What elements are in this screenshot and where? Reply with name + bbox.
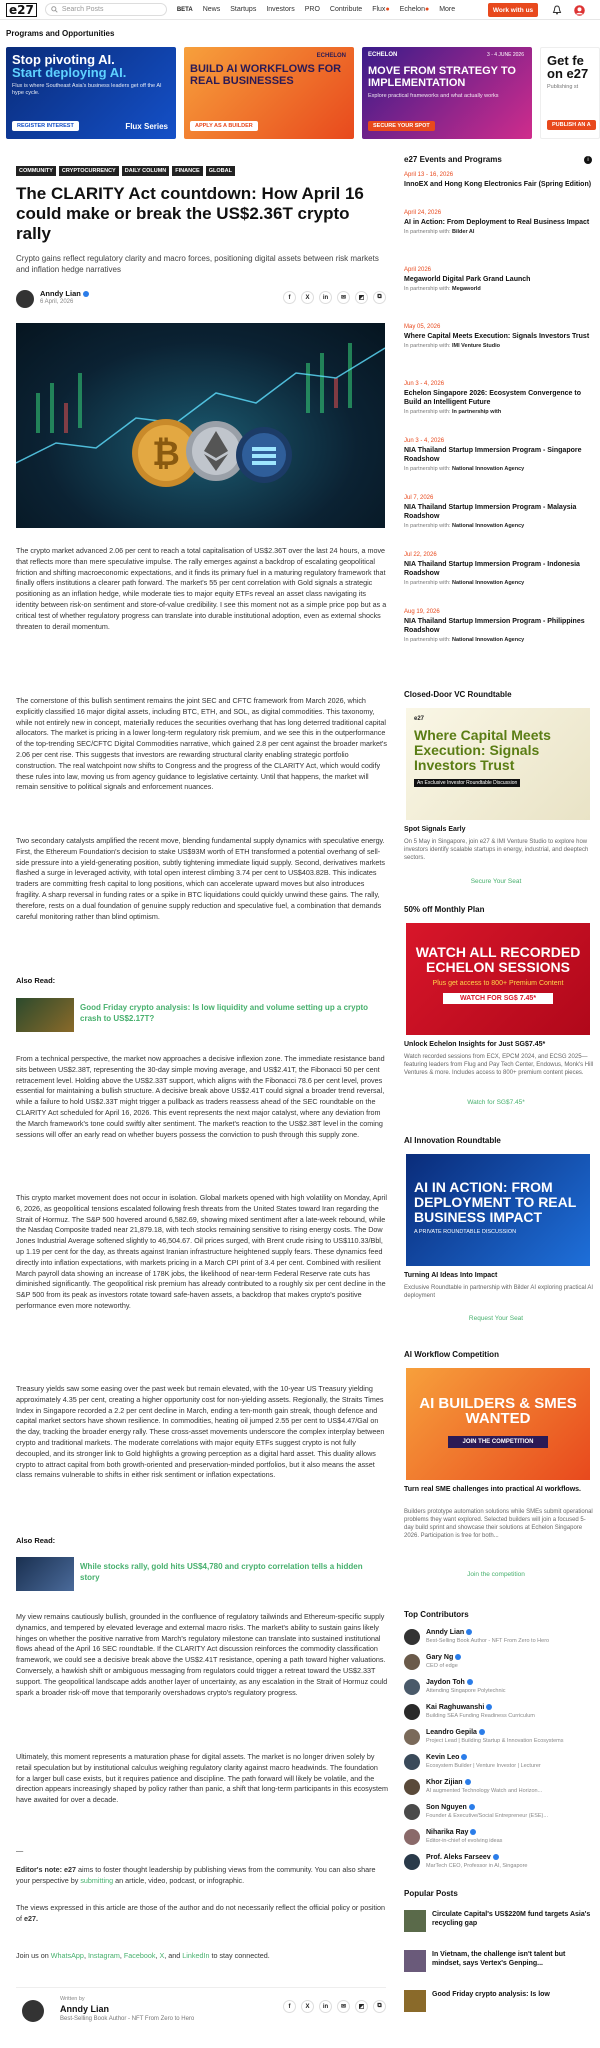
written-author-desc: Best-Selling Book Author - NFT From Zero to Hero <box>60 2016 195 2022</box>
email-icon[interactable]: ✉ <box>337 291 350 304</box>
contributor-name[interactable] <box>426 1829 476 1836</box>
event-partner-label: In partnership with: <box>404 637 451 643</box>
event-item[interactable] <box>404 172 594 189</box>
echelon-logo: ECHELON <box>368 52 398 58</box>
tag-daily-column[interactable]: DAILY COLUMN <box>122 166 170 176</box>
popular-thumbnail <box>404 1910 426 1932</box>
event-date: Jun 3 - 4, 2026 <box>404 438 445 444</box>
watch-link[interactable]: Watch for SG$7.45* <box>467 1099 525 1106</box>
event-partner-name: Bilder AI <box>452 229 475 235</box>
author-name-label: Anndy Lian <box>40 289 81 298</box>
event-partner-name: National Innovation Agency <box>452 466 525 472</box>
article-paragraph: From a technical perspective, the market now approaches a decisive inflexion zone. The immediate resistance band sits between US$2.38T, representing the 30-day simple moving average, and US$2.41T, the Fibonacci 50 per cent retracement level. Holding above the US$2.33T support, which aligns with the Fibonacci 78.6 per cent level, proves essential for maintaining a bullish structure. A decisive break above US$2.41T could signal a broader trend reversal, while a failure to hold US$2.33T might trigger a pullback as traders reassess ahead of the SEC roundtable on the CLARITY Act scheduled for April 16, 2026. This event represents the next major catalyst, where any deviation from the March framework's tone could swiftly alter sentiment. The market's reaction to the US$2.38T level in the coming sessions will offer an early read on whether buyers possess the conviction to push through this supply zone. <box>16 1054 385 1139</box>
verified-icon <box>465 1779 471 1785</box>
contributor-item[interactable] <box>404 1803 594 1825</box>
contributor-name-label: Niharika Ray <box>426 1829 469 1836</box>
contributor-item[interactable] <box>404 1728 594 1750</box>
event-title[interactable]: NIA Thailand Startup Immersion Program - Malaysia Roadshow <box>404 504 577 520</box>
contributor-desc: Best-Selling Book Author - NFT From Zero to Hero <box>426 1638 550 1644</box>
program-banner-publish[interactable] <box>540 47 600 139</box>
also-read-label: Also Read: <box>16 1536 56 1545</box>
contributor-desc: Building SEA Funding Readiness Curriculum <box>426 1713 535 1719</box>
event-item[interactable] <box>404 324 594 349</box>
contributor-desc: Ecosystem Builder | Venture Investor | Lecturer <box>426 1763 541 1769</box>
popular-title[interactable]: Circulate Capital's US$220M fund targets Asia's recycling gap <box>432 1911 591 1927</box>
join-us: Join us on WhatsApp, Instagram, Facebook, X, and LinkedIn to stay connected. <box>16 1951 270 1960</box>
publish-button[interactable]: PUBLISH AN A <box>547 120 596 130</box>
editors-note <box>16 1865 388 1887</box>
sidebar-section-title: Closed-Door VC Roundtable <box>404 690 512 699</box>
block-title: Turning AI Ideas Into Impact <box>404 1272 498 1279</box>
also-read-thumbnail <box>16 1557 74 1591</box>
event-item[interactable] <box>404 495 594 529</box>
nav-link-startups[interactable]: Startups <box>230 6 257 13</box>
popular-post[interactable] <box>404 1910 594 1938</box>
apply-builder-button[interactable]: APPLY AS A BUILDER <box>190 121 258 131</box>
banner-subtitle: Flux is where Southeast Asia's business leaders get off the AI hype cycle. <box>12 83 162 96</box>
contributor-desc: MarTech CEO, Professor in AI, Singapore <box>426 1863 528 1869</box>
event-date: Jul 22, 2026 <box>404 552 437 558</box>
event-partner <box>404 466 594 472</box>
event-item[interactable] <box>404 609 594 643</box>
avatar[interactable] <box>404 1754 420 1770</box>
search-placeholder: Search Posts <box>61 6 104 13</box>
written-by-label: Written by <box>60 1996 85 2002</box>
nav-link-echelon-label: Echelon <box>399 6 425 13</box>
banner-headline: WATCH ALL RECORDED ECHELON SESSIONS <box>415 944 581 975</box>
join-and: and <box>168 1951 181 1960</box>
tag-cryptocurrency[interactable]: CRYPTOCURRENCY <box>59 166 119 176</box>
event-item[interactable] <box>404 381 594 415</box>
email-icon[interactable]: ✉ <box>337 2000 350 2013</box>
popular-post[interactable] <box>404 1990 594 2018</box>
author-name[interactable] <box>40 289 89 298</box>
contributor-item[interactable] <box>404 1853 594 1875</box>
verified-icon <box>83 291 89 297</box>
article-paragraph: Treasury yields saw some easing over the past week but remain elevated, with the 10-year US Treasury yielding approximately 4.35 per cent, creating a higher opportunity cost for non-yielding assets. Regionally, the Straits Times Index in Singapore recorded a 2.2 per cent decline in March, ending a ten-month gain streak, though defence and capital market sectors have shown resilience. In commodities, heating oil jumped 2.55 per cent to US$4.47/Gal on the day, tracking the broader energy rally. These cross-asset movements underscore the complex interplay between crypto and traditional markets. The moderate correlations with major equity ETFs suggest crypto is not fully decoupled, and its stronger link to Gold highlights a growing perception as a digital hard asset. This duality allows crypto to attract capital from both growth-oriented and preservation-minded portfolios, but it also means the asset class remains vulnerable to shifts in either risk sentiment or inflation expectations. <box>16 1384 385 1480</box>
beta-badge: BETA <box>176 6 193 13</box>
block-title: Unlock Echelon Insights for Just SG$7.45* <box>404 1041 546 1048</box>
contributor-name[interactable] <box>426 1629 472 1636</box>
contributor-name[interactable] <box>426 1804 475 1811</box>
event-partner-label: In partnership with: <box>404 523 451 529</box>
event-date: May 05, 2026 <box>404 324 441 330</box>
popular-title[interactable]: In Vietnam, the challenge isn't talent but mindset, says Vertex's Genping... <box>432 1951 566 1967</box>
site-logo[interactable]: e27 <box>6 3 37 17</box>
linkedin-icon[interactable]: in <box>319 291 332 304</box>
block-desc: On 5 May in Singapore, join e27 & IMI Venture Studio to explore how investors identify scalable startups in energy, industrial, and deeptech sectors. <box>404 839 589 861</box>
contributor-name[interactable] <box>426 1729 485 1736</box>
copy-link-icon[interactable]: ⧉ <box>373 291 386 304</box>
avatar[interactable] <box>404 1679 420 1695</box>
also-read-link[interactable]: Good Friday crypto analysis: Is low liquidity and volume setting up a crypto crash to US$2.17T? <box>80 1003 369 1023</box>
contributor-item[interactable] <box>404 1678 594 1700</box>
article-subtitle: Crypto gains reflect regulatory clarity and macro forces, positioning digital assets between risk markets and inflation hedge narratives <box>16 254 379 274</box>
new-dot-icon: ● <box>424 6 430 13</box>
work-with-us-button[interactable]: Work with us <box>488 3 538 17</box>
echelon-logo: ECHELON <box>316 53 346 59</box>
article-paragraph: The crypto market advanced 2.06 per cent to reach a total capitalisation of US$2.36T over the last 24 hours, a move that reflects more than mere speculative impulse. The rally emerges against a backdrop of escalating geopolitical friction and shifting macroeconomic expectations, and it finds its primary fuel in a maturing regulatory framework that finally offers institutions a clearer path forward. The market's 55 per cent correlation with Gold signals a strategic positioning as an inflation hedge, while moderate ties to major equity ETFs reveal an asset class navigating its identity between risk-on sentiment and store-of-value credibility. I see this moment not as a simple price pop but as a critical test of whether regulatory progress can translate into durable institutional adoption, even as external shocks threaten to derail momentum. <box>16 546 387 631</box>
contributor-desc: Project Lead | Building Startup & Innovation Ecosystems <box>426 1738 564 1744</box>
join-suffix: to stay connected. <box>211 1951 270 1960</box>
nav-link-echelon[interactable] <box>400 6 430 13</box>
program-banner-ai-workflows[interactable] <box>184 47 354 139</box>
secure-seat-link[interactable]: Secure Your Seat <box>470 878 522 885</box>
avatar[interactable] <box>404 1654 420 1670</box>
contributor-name-label: Kevin Leo <box>426 1754 460 1761</box>
banner-date: 3 - 4 JUNE 2026 <box>487 52 524 58</box>
contributor-item[interactable] <box>404 1653 594 1675</box>
x-icon[interactable]: X <box>301 2000 314 2013</box>
event-date: Aug 19, 2026 <box>404 609 440 615</box>
avatar[interactable] <box>22 2000 44 2022</box>
article-paragraph: This crypto market movement does not occur in isolation. Global markets opened with high volatility on Monday, April 6, 2026, as geopolitical tensions escalated following fresh threats from the United States toward Iran regarding the Strait of Hormuz. The S&P 500 hovered around 6,582.69, showing mixed sentiment after a late-week rebound, while the Nasdaq Composite traded near 21,879.18, with tech stocks remaining sensitive to rising energy costs. The Dow Jones Industrial Average softened slightly to 46,504.67. Oil prices surged, with Brent crude rising to US$110.33/Bbl, up 1.19 per cent for the day, as threats against Iranian infrastructure heightened supply fears. These dynamics feed directly into inflation expectations, with markets pricing in a March CPI print of 3.4 per cent. Combined with resilient March payroll data showing an increase of 178K jobs, the likelihood of near-term Federal Reserve rate cuts has diminished significantly. The geopolitical risk premium has already contributed to a roughly six per cent decline in the S&P 500 from its peak as investors rotate toward safe-haven assets, a backdrop that makes crypto's positive performance even more noteworthy. <box>16 1193 387 1310</box>
banner-tagline: Plus get access to 800+ Premium Content <box>432 980 564 987</box>
contributor-name[interactable] <box>426 1754 467 1761</box>
contributor-name[interactable] <box>426 1704 492 1711</box>
event-date: April 2026 <box>404 267 432 273</box>
disclaimer <box>16 1903 388 1925</box>
event-partner <box>404 637 594 643</box>
verified-icon <box>470 1829 476 1835</box>
event-title[interactable]: Echelon Singapore 2026: Ecosystem Convergence to Build an Intelligent Future <box>404 390 582 406</box>
article-title: The CLARITY Act countdown: How April 16 could make or break the US$2.36T crypto rally <box>16 184 364 243</box>
copy-link-icon[interactable]: ⧉ <box>373 2000 386 2013</box>
user-avatar-icon[interactable] <box>574 5 585 16</box>
contributor-desc: Founder & Executive/Social Entrepreneur (ESE)... <box>426 1813 548 1819</box>
contributor-name-label: Khor Zijian <box>426 1779 463 1786</box>
verified-icon <box>467 1679 473 1685</box>
event-item[interactable] <box>404 552 594 586</box>
contributor-name-label: Prof. Aleks Farseev <box>426 1854 491 1861</box>
event-partner-label: In partnership with: <box>404 229 451 235</box>
event-partner <box>404 343 594 349</box>
article-paragraph: My view remains cautiously bullish, grounded in the confluence of regulatory tailwinds and Ethereum-specific supply dynamics, and tempered by elevated leverage and external macro risks. The market's ability to sustain gains likely hinges on whether the positive narrative from March's regulatory milestone can translate into sustained institutional flows ahead of the April 16 SEC roundtable. If the CLARITY Act discussion reinforces the commodity classification framework, we could see a decisive break above the US$2.41T resistance, opening a path toward higher valuations. Conversely, a hawkish shift or ambiguous messaging from regulators could trigger a retreat toward the US$2.33T support. The geopolitical landscape adds another layer of uncertainty, as any escalation in the Strait of Hormuz could spark a broader risk-off move that temporarily overshadows crypto's regulatory progress. <box>16 1612 388 1697</box>
contributor-name-label: Leandro Gepila <box>426 1729 477 1736</box>
contributor-name[interactable] <box>426 1679 473 1686</box>
event-date: Jun 3 - 4, 2026 <box>404 381 445 387</box>
event-item[interactable] <box>404 267 594 292</box>
event-partner-label: In partnership with: <box>404 409 451 415</box>
join-competition-button[interactable]: JOIN THE COMPETITION <box>448 1436 548 1448</box>
avatar[interactable] <box>404 1629 420 1645</box>
programs-title: Programs and Opportunities <box>6 29 115 38</box>
editors-note-brand: e27 <box>64 1865 77 1874</box>
also-read-item[interactable] <box>16 998 386 1032</box>
program-banner-strategy[interactable] <box>362 47 532 139</box>
event-title[interactable]: NIA Thailand Startup Immersion Program - Singapore Roadshow <box>404 447 582 463</box>
nav-link-flux[interactable] <box>372 6 389 13</box>
article-tags <box>16 166 235 176</box>
search-input[interactable] <box>45 3 167 16</box>
banner-subtitle: Publishing st <box>547 84 579 90</box>
written-by-box <box>16 1987 386 2027</box>
banner-headline: Where Capital Meets Execution: Signals Investors Trust <box>414 727 551 773</box>
event-title[interactable]: AI in Action: From Deployment to Real Business Impact <box>404 219 590 226</box>
also-read-link[interactable]: While stocks rally, gold hits US$4,780 and crypto correlation tells a hidden story <box>80 1562 363 1582</box>
contributor-name-label: Kai Raghuwanshi <box>426 1704 485 1711</box>
popular-thumbnail <box>404 1990 426 2012</box>
facebook-link[interactable]: Facebook <box>123 1951 156 1960</box>
event-partner-name: National Innovation Agency <box>452 580 525 586</box>
contributor-item[interactable] <box>404 1778 594 1800</box>
search-icon <box>51 6 58 13</box>
disclaimer-text: The views expressed in this article are those of the author and do not necessarily reflect the official policy or position of <box>16 1903 386 1923</box>
contributor-name[interactable] <box>426 1654 461 1661</box>
verified-icon <box>461 1754 467 1760</box>
event-date: April 24, 2026 <box>404 210 442 216</box>
banner-tagline: A PRIVATE ROUNDTABLE DISCUSSION <box>414 1229 517 1235</box>
avatar[interactable] <box>404 1779 420 1795</box>
popular-title[interactable]: Good Friday crypto analysis: Is low <box>432 1991 550 1998</box>
block-title: Spot Signals Early <box>404 826 466 833</box>
flipboard-icon[interactable]: ◩ <box>355 291 368 304</box>
instagram-link[interactable]: Instagram <box>87 1951 120 1960</box>
contributor-name-label: Son Nguyen <box>426 1804 467 1811</box>
avatar[interactable] <box>404 1729 420 1745</box>
share-buttons <box>283 291 386 304</box>
x-link[interactable]: X <box>159 1951 165 1960</box>
crypto-coins-illustration <box>16 323 385 528</box>
x-icon[interactable]: X <box>301 291 314 304</box>
share-buttons <box>283 2000 386 2013</box>
also-read-item[interactable] <box>16 1557 386 1591</box>
event-item[interactable] <box>404 438 594 472</box>
event-item[interactable] <box>404 210 594 235</box>
nav-link-flux-label: Flux <box>372 6 386 13</box>
vc-roundtable-banner[interactable] <box>406 708 590 820</box>
ai-competition-banner[interactable] <box>406 1368 590 1480</box>
verified-icon <box>455 1654 461 1660</box>
avatar[interactable] <box>16 290 34 308</box>
article-paragraph: Ultimately, this moment represents a maturation phase for digital assets. The market is no longer driven solely by retail speculation but by institutional calculus weighing regulatory clarity against macro headwinds. The foundation for a larger bull case exists, but it requires patience and discipline. The path forward will likely be volatile, and the direction appears increasingly shaped by policy rather than panic, a shift that long-term participants in this ecosystem have awaited for over a decade. <box>16 1752 388 1805</box>
event-title[interactable]: Megaworld Digital Park Grand Launch <box>404 276 531 283</box>
sidebar-section-title: 50% off Monthly Plan <box>404 905 485 914</box>
contributor-item[interactable] <box>404 1753 594 1775</box>
verified-icon <box>486 1704 492 1710</box>
event-title[interactable]: InnoEX and Hong Kong Electronics Fair (Spring Edition) <box>404 181 592 188</box>
block-title: Turn real SME challenges into practical AI workflows. <box>404 1486 581 1493</box>
editors-note-end: an article, video, podcast, or infographic. <box>115 1875 245 1885</box>
written-author[interactable]: Anndy Lian <box>60 2004 109 2014</box>
event-partner <box>404 229 594 235</box>
banner-headline: AI BUILDERS & SMES WANTED <box>419 1395 577 1427</box>
tag-community[interactable]: COMMUNITY <box>16 166 56 176</box>
event-title[interactable]: NIA Thailand Startup Immersion Program - Philippines Roadshow <box>404 618 585 634</box>
facebook-icon[interactable]: f <box>283 291 296 304</box>
echelon-sessions-banner[interactable] <box>406 923 590 1035</box>
sidebar-section-title: AI Workflow Competition <box>404 1350 499 1359</box>
register-interest-button[interactable]: REGISTER INTEREST <box>12 121 79 131</box>
watch-button[interactable]: WATCH FOR SG$ 7.45* <box>443 993 553 1004</box>
contributor-item[interactable] <box>404 1628 594 1650</box>
event-title[interactable]: Where Capital Meets Execution: Signals Investors Trust <box>404 333 590 340</box>
banner-footer: Flux Series <box>125 122 168 131</box>
hero-image <box>16 323 385 528</box>
contributor-desc: Editor-in-chief of evolving ideas <box>426 1838 503 1844</box>
event-partner <box>404 523 594 529</box>
editors-note-label: Editor's note: <box>16 1865 63 1874</box>
popular-title: Popular Posts <box>404 1889 458 1898</box>
event-partner-name: Megaworld <box>452 286 481 292</box>
block-desc: Watch recorded sessions from ECX, EPCM 2024, and ECSG 2025—featuring leaders from Flug and Pay Tech Center, Endowus, Monk's Hill Ventures & more. Includes access to 800+ premium content pieces. <box>404 1054 594 1076</box>
avatar[interactable] <box>404 1854 420 1870</box>
block-desc: Exclusive Roundtable in partnership with Bilder AI exploring practical AI deployment <box>404 1285 594 1299</box>
whatsapp-link[interactable]: WhatsApp <box>50 1951 84 1960</box>
tag-global[interactable]: GLOBAL <box>206 166 235 176</box>
verified-icon <box>466 1629 472 1635</box>
events-title: e27 Events and Programs <box>404 155 502 164</box>
bell-icon[interactable] <box>552 5 562 15</box>
nav-link-pro[interactable]: PRO <box>304 6 320 13</box>
event-partner-name: IMI Venture Studio <box>452 343 500 349</box>
avatar[interactable] <box>404 1804 420 1820</box>
popular-thumbnail <box>404 1950 426 1972</box>
article-paragraph: Two secondary catalysts amplified the recent move, blending fundamental supply dynamics with speculative energy. First, the Ethereum Foundation's decision to stake US$93M worth of ETH transformed a potential overhang of sell-side pressure into a yield-generating position, subtly tightening immediate liquid supply. Second, derivatives markets flashed a surge in leveraged activity, with total open interest climbing 3.74 per cent to US$403.82B. This indicates traders are committing fresh capital to long positions, which can accelerate upward moves but also introduces fragility. A sharp reversal in funding rates or a spike in BTC liquidations could quickly unwind these gains. The rally, therefore, rests on a dual foundation of genuine supply reduction and speculative fuel, a combination that demands careful monitoring rather than blind optimism. <box>16 836 386 921</box>
event-title[interactable]: NIA Thailand Startup Immersion Program - Indonesia Roadshow <box>404 561 580 577</box>
contributor-desc: Attending Singapore Polytechnic <box>426 1688 506 1694</box>
tag-finance[interactable]: FINANCE <box>172 166 202 176</box>
popular-post[interactable] <box>404 1950 594 1978</box>
block-desc: Builders prototype automation solutions while SMEs submit operational problems they want explored. Selected builders will join a focused 5-day build sprint and showcase their solutions at Echelon Singapore 2026. Participation is free for both... <box>404 1509 593 1539</box>
ai-roundtable-banner[interactable] <box>406 1154 590 1266</box>
join-competition-link[interactable]: Join the competition <box>467 1571 525 1578</box>
banner-subtitle: Explore practical frameworks and what actually works <box>368 93 499 99</box>
publish-date: 6 April, 2026 <box>40 299 74 305</box>
nav-link-contribute[interactable]: Contribute <box>329 6 363 13</box>
contributor-name[interactable] <box>426 1779 471 1786</box>
contributor-item[interactable] <box>404 1828 594 1850</box>
request-seat-link[interactable]: Request Your Seat <box>468 1315 524 1322</box>
author-row <box>16 288 386 310</box>
nav-link-investors[interactable]: Investors <box>266 6 295 13</box>
banner-headline-b: Start deploying AI. <box>12 65 127 80</box>
event-date: Jul 7, 2026 <box>404 495 434 501</box>
article-paragraph: The cornerstone of this bullish sentiment remains the joint SEC and CFTC framework from March 2026, which explicitly classified 16 major digital assets, including BTC, ETH, and SOL, as digital commodities. This taxonomy, while not entirely new in concept, materially reduces the securities overhang that has long deterred traditional capital allocators. The market is pricing in a lower long-term regulatory risk premium, and we see this in the outperformance of the top-trending SEC/CFTC Digital Commodities narrative, which gained 2.8 per cent against the broader market's 2.06 per cent rise. This suggests that investors are rewarding structural clarity enabling strategic portfolio construction. The real watchpoint now shifts to Congress and the progress of the CLARITY Act, which would codify these rules into law, moving us from agency guidance to legislative certainty. Until that happens, the market will remain sensitive to political signals and enforcement nuances. <box>16 696 387 792</box>
verified-icon <box>469 1804 475 1810</box>
contributor-name-label: Anndy Lian <box>426 1629 465 1636</box>
event-partner <box>404 286 594 292</box>
program-banner-flux[interactable] <box>6 47 176 139</box>
banner-headline: AI IN ACTION: FROM DEPLOYMENT TO REAL BUSINESS IMPACT <box>414 1179 577 1225</box>
disclaimer-brand: e27. <box>24 1913 38 1923</box>
event-partner <box>404 409 594 415</box>
event-partner-name: In partnership with <box>452 409 502 415</box>
banner-headline <box>12 53 170 79</box>
banner-headline-a: Stop pivoting AI. <box>12 52 115 67</box>
contributor-desc: CEO of edge <box>426 1663 458 1669</box>
contributor-name-label: Gary Ng <box>426 1654 454 1661</box>
event-partner-name: National Innovation Agency <box>452 523 525 529</box>
nav-link-more[interactable]: More <box>439 6 456 13</box>
also-read-thumbnail <box>16 998 74 1032</box>
avatar[interactable] <box>404 1704 420 1720</box>
event-partner-label: In partnership with: <box>404 466 451 472</box>
svg-text:₿: ₿ <box>152 434 180 474</box>
event-partner-label: In partnership with: <box>404 580 451 586</box>
banner-tagline: An Exclusive Investor Roundtable Discussion <box>414 779 520 787</box>
avatar[interactable] <box>404 1829 420 1845</box>
event-partner-name: National Innovation Agency <box>452 637 525 643</box>
verified-icon <box>493 1854 499 1860</box>
verified-icon <box>479 1729 485 1735</box>
top-nav <box>0 0 600 20</box>
banner-headline: Get fe on e27 <box>547 53 589 81</box>
flipboard-icon[interactable]: ◩ <box>355 2000 368 2013</box>
also-read-label: Also Read: <box>16 976 56 985</box>
contributor-name-label: Jaydon Toh <box>426 1679 465 1686</box>
join-prefix: Join us on <box>16 1951 49 1960</box>
divider: — <box>16 1846 24 1855</box>
contributor-name[interactable] <box>426 1854 499 1861</box>
event-date: April 13 - 16, 2026 <box>404 172 454 178</box>
linkedin-icon[interactable]: in <box>319 2000 332 2013</box>
banner-headline: BUILD AI WORKFLOWS FOR REAL BUSINESSES <box>190 63 342 87</box>
event-partner <box>404 580 594 586</box>
banner-headline: MOVE FROM STRATEGY TO IMPLEMENTATION <box>368 65 516 89</box>
contributor-desc: AI augmented Technology Watch and Horizon... <box>426 1788 543 1794</box>
nav-link-news[interactable]: News <box>202 6 221 13</box>
event-partner-label: In partnership with: <box>404 286 451 292</box>
sidebar-section-title: AI Innovation Roundtable <box>404 1136 501 1145</box>
contributors-title: Top Contributors <box>404 1610 469 1619</box>
event-partner-label: In partnership with: <box>404 343 451 349</box>
e27-logo: e27 <box>414 716 425 722</box>
contributor-item[interactable] <box>404 1703 594 1725</box>
editors-note-text: aims to foster thought leadership by publishing views from the community. You can also share your perspective by <box>16 1865 376 1885</box>
linkedin-link[interactable]: LinkedIn <box>182 1951 210 1960</box>
secure-spot-button[interactable]: SECURE YOUR SPOT <box>368 121 435 131</box>
new-dot-icon: ● <box>385 6 390 13</box>
info-icon[interactable]: i <box>584 156 592 164</box>
submitting-link[interactable]: submitting <box>80 1875 114 1885</box>
facebook-icon[interactable]: f <box>283 2000 296 2013</box>
